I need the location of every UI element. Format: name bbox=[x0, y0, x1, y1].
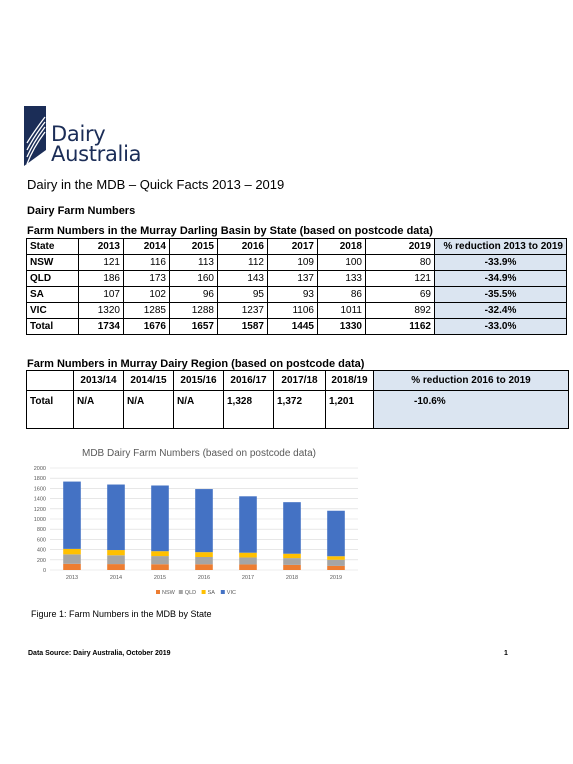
bar-nsw-2015 bbox=[151, 564, 169, 570]
table-header-row bbox=[27, 371, 569, 391]
bar-qld-2016 bbox=[195, 557, 213, 564]
row-label-cell: Total bbox=[27, 391, 74, 429]
value-cell: 96 bbox=[170, 287, 218, 303]
state-cell: SA bbox=[27, 287, 79, 303]
table1-title: Farm Numbers in the Murray Darling Basin by State (based on postcode data) bbox=[27, 225, 433, 237]
value-cell: 109 bbox=[268, 255, 318, 271]
chart-legend bbox=[156, 590, 236, 596]
y-tick-label: 1000 bbox=[33, 517, 46, 523]
header-cell: 2014 bbox=[124, 239, 170, 255]
value-cell: 121 bbox=[366, 271, 435, 287]
header-cell bbox=[27, 371, 74, 391]
y-tick-label: 1600 bbox=[33, 486, 46, 493]
value-cell: 1445 bbox=[268, 319, 318, 335]
state-cell: VIC bbox=[27, 303, 79, 319]
value-cell: 1734 bbox=[79, 319, 124, 335]
bar-sa-2017 bbox=[239, 553, 257, 558]
header-cell: 2017 bbox=[268, 239, 318, 255]
bar-sa-2015 bbox=[151, 551, 169, 556]
value-cell: 121 bbox=[79, 255, 124, 271]
table2-title: Farm Numbers in Murray Dairy Region (based on postcode data) bbox=[27, 358, 365, 370]
bar-vic-2017 bbox=[239, 496, 257, 552]
value-cell: 1587 bbox=[218, 319, 268, 335]
value-cell: 112 bbox=[218, 255, 268, 271]
mdb-farm-numbers-chart bbox=[24, 440, 366, 602]
value-cell: 1237 bbox=[218, 303, 268, 319]
chart-x-axis bbox=[66, 575, 342, 581]
header-cell: 2019 bbox=[366, 239, 435, 255]
legend-swatch bbox=[156, 590, 160, 594]
bar-qld-2015 bbox=[151, 556, 169, 564]
bar-vic-2013 bbox=[63, 482, 81, 549]
value-cell: 116 bbox=[124, 255, 170, 271]
value-cell: 1320 bbox=[79, 303, 124, 319]
reduction-cell: -35.5% bbox=[435, 287, 567, 303]
mdb-state-table bbox=[26, 238, 567, 335]
header-cell: 2016 bbox=[218, 239, 268, 255]
value-cell: N/A bbox=[174, 391, 224, 429]
legend-label: NSW bbox=[162, 590, 175, 596]
reduction-cell: -33.9% bbox=[435, 255, 567, 271]
header-cell: 2015 bbox=[170, 239, 218, 255]
legend-swatch bbox=[179, 590, 183, 594]
bar-qld-2017 bbox=[239, 557, 257, 564]
x-tick-label: 2017 bbox=[241, 575, 255, 581]
value-cell: 173 bbox=[124, 271, 170, 287]
bar-nsw-2018 bbox=[283, 565, 301, 570]
value-cell: 160 bbox=[170, 271, 218, 287]
value-cell: 1162 bbox=[366, 319, 435, 335]
state-cell: QLD bbox=[27, 271, 79, 287]
state-cell: Total bbox=[27, 319, 79, 335]
value-cell: N/A bbox=[74, 391, 124, 429]
value-cell: 133 bbox=[318, 271, 366, 287]
y-tick-label: 1800 bbox=[33, 476, 46, 483]
value-cell: 1288 bbox=[170, 303, 218, 319]
value-cell: 107 bbox=[79, 287, 124, 303]
header-cell: 2013 bbox=[79, 239, 124, 255]
header-cell: 2018/19 bbox=[326, 371, 374, 391]
x-tick-label: 2015 bbox=[153, 575, 167, 581]
value-cell: 143 bbox=[218, 271, 268, 287]
table-header-row bbox=[27, 239, 567, 255]
bar-qld-2013 bbox=[63, 554, 81, 563]
header-cell: % reduction 2016 to 2019 bbox=[374, 371, 569, 391]
y-tick-label: 200 bbox=[36, 557, 46, 564]
header-cell: 2017/18 bbox=[274, 371, 326, 391]
y-tick-label: 1200 bbox=[33, 506, 46, 513]
bar-vic-2014 bbox=[107, 485, 125, 551]
y-tick-label: 400 bbox=[36, 547, 46, 554]
y-tick-label: 800 bbox=[36, 527, 46, 534]
reduction-cell: -10.6% bbox=[374, 391, 569, 429]
logo-line-1: Dairy bbox=[51, 122, 106, 146]
bar-qld-2014 bbox=[107, 555, 125, 564]
y-tick-label: 0 bbox=[42, 568, 46, 574]
value-cell: 1285 bbox=[124, 303, 170, 319]
value-cell: 137 bbox=[268, 271, 318, 287]
legend-label: SA bbox=[207, 590, 215, 596]
legend-swatch bbox=[221, 590, 225, 594]
value-cell: 1676 bbox=[124, 319, 170, 335]
dairy-australia-logo bbox=[24, 106, 154, 168]
bar-sa-2013 bbox=[63, 549, 81, 554]
bar-sa-2016 bbox=[195, 552, 213, 557]
bar-nsw-2014 bbox=[107, 564, 125, 570]
x-tick-label: 2014 bbox=[109, 575, 123, 581]
bar-vic-2016 bbox=[195, 489, 213, 552]
x-tick-label: 2013 bbox=[65, 575, 79, 581]
legend-label: VIC bbox=[226, 590, 236, 596]
y-tick-label: 2000 bbox=[33, 466, 46, 472]
header-cell: State bbox=[27, 239, 79, 255]
data-source-footer: Data Source: Dairy Australia, October 2019 bbox=[28, 650, 171, 657]
page-number: 1 bbox=[504, 650, 508, 657]
table-row bbox=[27, 303, 567, 319]
header-cell: 2018 bbox=[318, 239, 366, 255]
bar-vic-2018 bbox=[283, 502, 301, 554]
murray-region-table bbox=[26, 370, 569, 429]
reduction-cell: -34.9% bbox=[435, 271, 567, 287]
bar-nsw-2016 bbox=[195, 564, 213, 570]
section-title: Dairy Farm Numbers bbox=[27, 205, 136, 217]
value-cell: 1,372 bbox=[274, 391, 326, 429]
bar-qld-2019 bbox=[327, 560, 345, 566]
chart-title: MDB Dairy Farm Numbers (based on postcode data) bbox=[82, 448, 316, 459]
legend-label: QLD bbox=[184, 590, 197, 596]
value-cell: N/A bbox=[124, 391, 174, 429]
bar-sa-2018 bbox=[283, 554, 301, 558]
chart-y-axis bbox=[34, 466, 46, 574]
value-cell: 95 bbox=[218, 287, 268, 303]
y-tick-label: 1400 bbox=[33, 496, 46, 503]
logo-wordmark bbox=[51, 124, 141, 164]
value-cell: 186 bbox=[79, 271, 124, 287]
value-cell: 1,201 bbox=[326, 391, 374, 429]
value-cell: 892 bbox=[366, 303, 435, 319]
table-row bbox=[27, 271, 567, 287]
value-cell: 1011 bbox=[318, 303, 366, 319]
value-cell: 86 bbox=[318, 287, 366, 303]
bar-vic-2015 bbox=[151, 485, 169, 551]
table-row bbox=[27, 255, 567, 271]
table-total-row bbox=[27, 319, 567, 335]
value-cell: 100 bbox=[318, 255, 366, 271]
header-cell: 2016/17 bbox=[224, 371, 274, 391]
value-cell: 1657 bbox=[170, 319, 218, 335]
chart-bars bbox=[63, 482, 345, 570]
header-cell: % reduction 2013 to 2019 bbox=[435, 239, 567, 255]
bar-sa-2019 bbox=[327, 556, 345, 560]
bar-vic-2019 bbox=[327, 511, 345, 556]
x-tick-label: 2018 bbox=[285, 575, 299, 581]
header-cell: 2013/14 bbox=[74, 371, 124, 391]
value-cell: 102 bbox=[124, 287, 170, 303]
legend-swatch bbox=[202, 590, 206, 594]
bar-sa-2014 bbox=[107, 550, 125, 555]
x-tick-label: 2016 bbox=[197, 575, 211, 581]
bar-qld-2018 bbox=[283, 558, 301, 565]
bar-nsw-2013 bbox=[63, 564, 81, 570]
figure-caption: Figure 1: Farm Numbers in the MDB by State bbox=[31, 609, 212, 619]
bar-nsw-2019 bbox=[327, 566, 345, 570]
value-cell: 80 bbox=[366, 255, 435, 271]
state-cell: NSW bbox=[27, 255, 79, 271]
reduction-cell: -33.0% bbox=[435, 319, 567, 335]
value-cell: 93 bbox=[268, 287, 318, 303]
value-cell: 1,328 bbox=[224, 391, 274, 429]
header-cell: 2014/15 bbox=[124, 371, 174, 391]
table-row bbox=[27, 391, 569, 429]
x-tick-label: 2019 bbox=[329, 575, 343, 581]
value-cell: 1330 bbox=[318, 319, 366, 335]
reduction-cell: -32.4% bbox=[435, 303, 567, 319]
value-cell: 69 bbox=[366, 287, 435, 303]
logo-emblem-icon bbox=[24, 106, 48, 166]
header-cell: 2015/16 bbox=[174, 371, 224, 391]
logo-line-2: Australia bbox=[51, 142, 142, 166]
y-tick-label: 600 bbox=[36, 537, 46, 544]
bar-nsw-2017 bbox=[239, 564, 257, 570]
value-cell: 1106 bbox=[268, 303, 318, 319]
document-title: Dairy in the MDB – Quick Facts 2013 – 2019 bbox=[27, 177, 285, 192]
table-row bbox=[27, 287, 567, 303]
value-cell: 113 bbox=[170, 255, 218, 271]
